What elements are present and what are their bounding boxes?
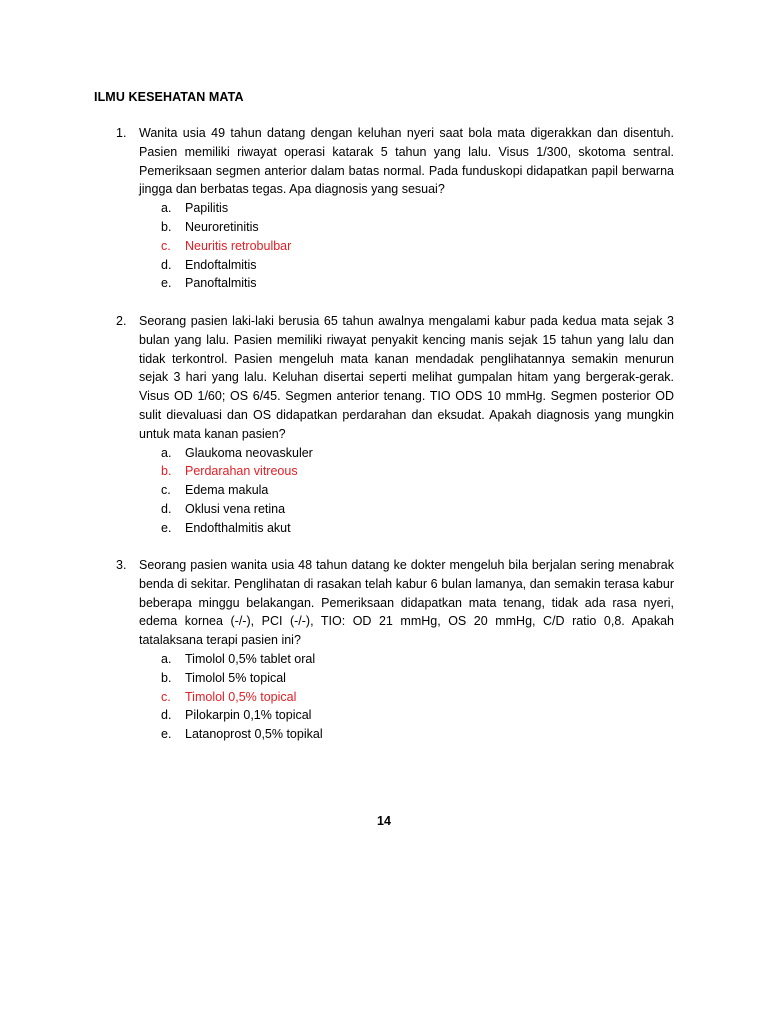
option-a (161, 650, 674, 669)
option-d (161, 256, 674, 275)
question-number: 1. (116, 126, 127, 140)
option-letter: b. (161, 464, 172, 479)
option-b (161, 218, 674, 237)
question-text: Seorang pasien laki-laki berusia 65 tahun awalnya mengalami kabur pada kedua mata sejak 3 bulan yang lalu. Pasien memiliki riwayat penyakit kencing manis sejak 15 tahun yang lalu dan tidak terkontrol. Pasien mengeluh mata kanan mendadak penglihatannya semakin menurun sejak 3 hari yang lalu. Keluhan disertai seperti melihat gumpalan hitam yang bergerak-gerak. Visus OD 1/60; OS 6/45. Segmen anterior tenang. TIO ODS 10 mmHg. Segmen posterior OD sulit dievaluasi dan OS didapatkan perdarahan dan eksudat. Apakah diagnosis yang mungkin untuk mata kanan pasien? (139, 314, 674, 441)
option-letter: c. (161, 483, 171, 498)
answer-options (94, 650, 674, 744)
option-letter: e. (161, 276, 172, 291)
question-text: Wanita usia 49 tahun datang dengan keluhan nyeri saat bola mata digerakkan dan disentuh. Pasien memiliki riwayat operasi katarak 5 tahun yang lalu. Visus 1/300, skotoma sentral. Pemeriksaan segmen anterior dalam batas normal. Pada funduskopi didapatkan papil berwarna jingga dan berbatas tegas. Apa diagnosis yang sesuai? (139, 126, 674, 197)
option-letter: d. (161, 257, 172, 272)
option-c-correct-answer (161, 237, 674, 256)
option-c (161, 481, 674, 500)
question-1 (94, 124, 674, 293)
option-letter: c. (161, 238, 171, 253)
option-letter: d. (161, 708, 172, 723)
option-text: Panoftalmitis (185, 276, 257, 291)
option-a (161, 444, 674, 463)
option-letter: e. (161, 520, 172, 535)
answer-options (94, 199, 674, 293)
option-text: Neuroretinitis (185, 219, 259, 234)
option-letter: b. (161, 670, 172, 685)
document-title: ILMU KESEHATAN MATA (94, 90, 244, 104)
question-number: 3. (116, 558, 127, 572)
option-letter: a. (161, 651, 172, 666)
page-number: 14 (377, 814, 391, 828)
question-text: Seorang pasien wanita usia 48 tahun datang ke dokter mengeluh bila berjalan sering menabrak benda di sekitar. Penglihatan di rasakan telah kabur 6 bulan lamanya, dan semakin terasa kabur beberapa minggu belakangan. Pemeriksaan didapatkan mata tenang, tidak ada rasa nyeri, edema kornea (-/-), PCI (-/-), TIO: OD 21 mmHg, OS 20 mmHg, C/D ratio 0,8. Apakah tatalaksana terapi pasien ini? (139, 558, 674, 648)
option-b-correct-answer (161, 462, 674, 481)
question-number: 2. (116, 314, 127, 328)
option-text: Neuritis retrobulbar (185, 238, 292, 253)
option-text: Timolol 5% topical (185, 670, 286, 685)
option-letter: e. (161, 727, 172, 742)
option-text: Pilokarpin 0,1% topical (185, 708, 312, 723)
question-2 (94, 312, 674, 538)
option-text: Oklusi vena retina (185, 501, 286, 516)
answer-options (94, 444, 674, 538)
option-text: Latanoprost 0,5% topikal (185, 727, 323, 742)
option-b (161, 669, 674, 688)
option-d (161, 500, 674, 519)
option-letter: d. (161, 501, 172, 516)
option-text: Glaukoma neovaskuler (185, 445, 313, 460)
option-text: Papilitis (185, 201, 229, 216)
option-text: Perdarahan vitreous (185, 464, 298, 479)
option-text: Edema makula (185, 483, 269, 498)
option-e (161, 725, 674, 744)
option-letter: a. (161, 445, 172, 460)
option-text: Timolol 0,5% tablet oral (185, 651, 316, 666)
option-letter: a. (161, 201, 172, 216)
option-a (161, 199, 674, 218)
option-d (161, 706, 674, 725)
option-c-correct-answer (161, 688, 674, 707)
option-text: Endoftalmitis (185, 257, 257, 272)
option-text: Timolol 0,5% topical (185, 689, 297, 704)
option-text: Endofthalmitis akut (185, 520, 291, 535)
option-e (161, 274, 674, 293)
question-3 (94, 556, 674, 744)
option-letter: b. (161, 219, 172, 234)
option-e (161, 519, 674, 538)
option-letter: c. (161, 689, 171, 704)
